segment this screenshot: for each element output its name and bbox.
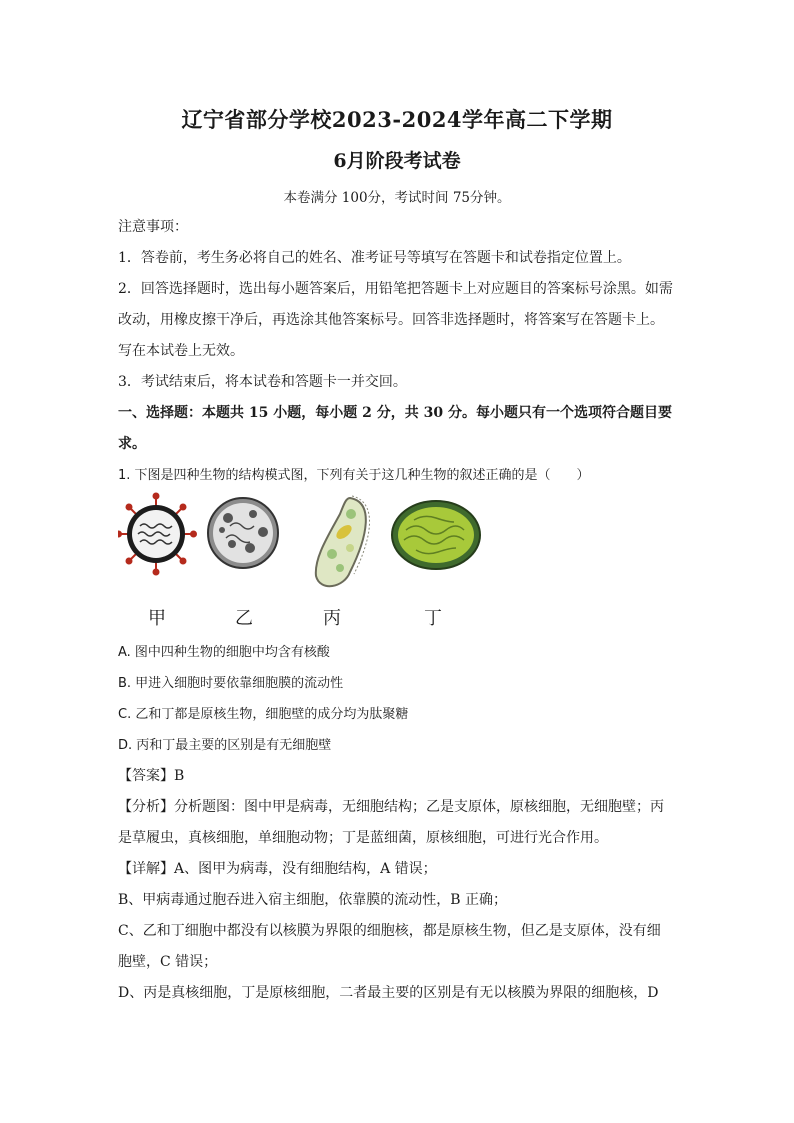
organism-illustrations [118,492,498,604]
detail-line-1: 【详解】A、图甲为病毒，没有细胞结构，A 错误； [118,861,437,877]
detail-line-4: 胞壁，C 错误； [118,954,218,970]
answer-line: 【答案】B [118,768,185,784]
organism-figure [118,492,498,632]
figure-label-bing: 丙 [323,608,341,629]
analysis-line-2: 是草履虫，真核细胞，单细胞动物；丁是蓝细菌，原核细胞，可进行光合作用。 [118,830,608,846]
page-title-line2: 6月阶段考试卷 [333,150,461,172]
notes-block [118,212,678,491]
detail-line-2: B、甲病毒通过胞吞进入宿主细胞，依靠膜的流动性，B 正确； [118,892,508,908]
note-item-1: 1．答卷前，考生务必将自己的姓名、准考证号等填写在答题卡和试卷指定位置上。 [118,250,631,266]
question-stem: 1. 下图是四种生物的结构模式图，下列有关于这几种生物的叙述正确的是（ ） [118,468,590,483]
note-item-3: 3．考试结束后，将本试卷和答题卡一并交回。 [118,374,407,390]
note-item-2-line-1: 2．回答选择题时，选出每小题答案后，用铅笔把答题卡上对应题目的答案标号涂黑。如需 [118,281,673,297]
question-body [118,637,678,1009]
analysis-line-1: 【分析】分析题图：图中甲是病毒，无细胞结构；乙是支原体，原核细胞，无细胞壁；丙 [118,799,664,815]
virus-illustration [118,493,197,576]
notes-heading: 注意事项： [118,219,188,235]
note-item-2-line-2: 改动，用橡皮擦干净后，再选涂其他答案标号。回答非选择题时，将答案写在答题卡上。 [118,312,664,328]
section-heading-line-1: 一、选择题：本题共 15 小题，每小题 2 分，共 30 分。每小题只有一个选项符合题目要 [118,405,672,421]
option-d: D. 丙和丁最主要的区别是有无细胞壁 [118,738,332,753]
mycoplasma-illustration [208,498,278,568]
figure-label-yi: 乙 [235,608,253,629]
section-heading-line-2: 求。 [118,436,146,452]
page-title-line1: 辽宁省部分学校2023-2024学年高二下学期 [181,107,613,132]
exam-info: 本卷满分 100分，考试时间 75分钟。 [283,190,511,206]
detail-line-3: C、乙和丁细胞中都没有以核膜为界限的细胞核，都是原核生物，但乙是支原体，没有细 [118,923,661,939]
note-item-2-line-3: 写在本试卷上无效。 [118,343,244,359]
option-b: B. 甲进入细胞时要依靠细胞膜的流动性 [118,676,344,691]
figure-label-ding: 丁 [424,608,442,629]
option-c: C. 乙和丁都是原核生物，细胞壁的成分均为肽聚糖 [118,707,409,722]
detail-line-5: D、丙是真核细胞，丁是原核细胞，二者最主要的区别是有无以核膜为界限的细胞核，D [118,985,659,1001]
option-a: A. 图中四种生物的细胞中均含有核酸 [118,645,330,660]
cyanobacterium-illustration [392,501,480,569]
figure-label-jia: 甲 [148,608,166,629]
paramecium-illustration [316,496,370,586]
